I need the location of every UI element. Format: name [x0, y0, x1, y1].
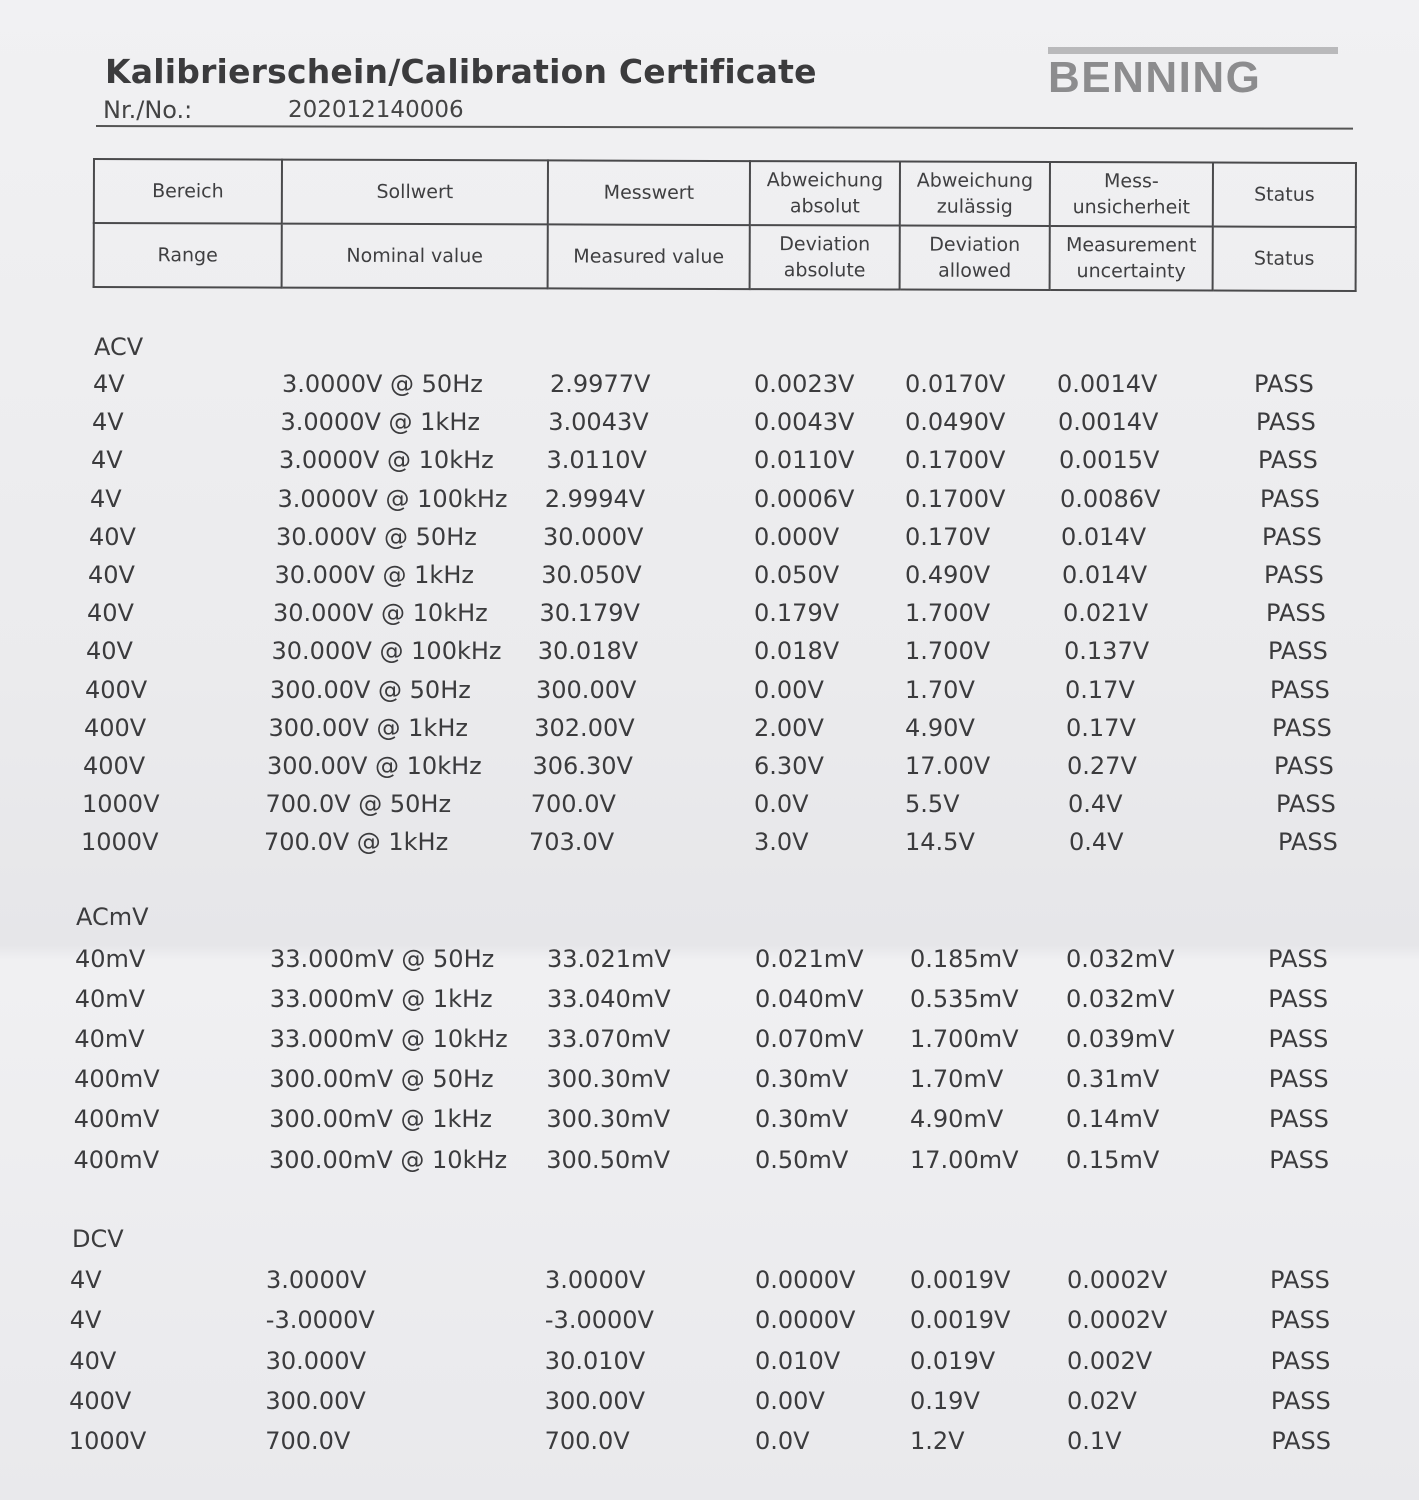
- cell-deviation-allowed: 0.019V: [910, 1346, 996, 1375]
- header-status-en: Status: [1213, 227, 1356, 291]
- cell-deviation-absolute: 0.0000V: [755, 1266, 856, 1294]
- cell-measured-value: 3.0000V: [545, 1266, 646, 1294]
- cell-status: PASS: [1268, 1065, 1329, 1094]
- cell-measurement-uncertainty: 0.31mV: [1066, 1065, 1160, 1094]
- cell-deviation-allowed: 4.90mV: [910, 1105, 1004, 1134]
- header-measured-value: Measured value: [548, 224, 750, 289]
- cell-deviation-absolute: 0.050V: [754, 561, 840, 589]
- cell-measurement-uncertainty: 0.039mV: [1066, 1025, 1175, 1054]
- cell-measured-value: 30.018V: [537, 637, 639, 666]
- cell-measured-value: 3.0043V: [548, 408, 649, 437]
- cell-range: 40mV: [75, 945, 146, 973]
- cell-measured-value: 700.0V: [544, 1427, 630, 1456]
- cell-measured-value: 300.30mV: [546, 1065, 671, 1094]
- cell-measurement-uncertainty: 0.27V: [1067, 752, 1137, 780]
- cell-measurement-uncertainty: 0.4V: [1069, 828, 1124, 857]
- cell-status: PASS: [1268, 985, 1329, 1014]
- cell-measured-value: -3.0000V: [544, 1306, 654, 1335]
- cell-deviation-allowed: 0.0170V: [905, 370, 1006, 398]
- cell-measurement-uncertainty: 0.4V: [1068, 790, 1123, 819]
- header-row-german: [94, 159, 1356, 227]
- cell-nominal-value: 30.000V @ 10kHz: [273, 599, 488, 628]
- cell-nominal-value: 30.000V @ 1kHz: [274, 561, 474, 589]
- cell-status: PASS: [1268, 945, 1328, 973]
- cell-deviation-absolute: 0.0043V: [754, 408, 855, 437]
- cell-measurement-uncertainty: 0.1V: [1067, 1427, 1122, 1456]
- cell-range: 40V: [89, 522, 136, 551]
- cell-deviation-allowed: 1.700mV: [910, 1025, 1019, 1054]
- cell-status: PASS: [1256, 408, 1316, 437]
- cell-nominal-value: 700.0V: [265, 1427, 351, 1456]
- cell-nominal-value: 300.00mV @ 50Hz: [269, 1065, 494, 1094]
- cell-deviation-absolute: 0.00V: [755, 1386, 825, 1415]
- cell-nominal-value: -3.0000V: [265, 1306, 375, 1335]
- cell-range: 40V: [69, 1346, 117, 1375]
- cell-nominal-value: 3.0000V @ 100kHz: [277, 484, 508, 513]
- cell-deviation-absolute: 0.040mV: [755, 985, 864, 1014]
- cell-measured-value: 300.50mV: [546, 1145, 671, 1174]
- cell-nominal-value: 30.000V: [265, 1346, 366, 1375]
- cell-deviation-allowed: 1.700V: [905, 637, 991, 666]
- cell-deviation-allowed: 1.2V: [910, 1427, 965, 1456]
- cell-deviation-allowed: 0.0490V: [905, 408, 1006, 437]
- cell-nominal-value: 3.0000V: [266, 1266, 367, 1294]
- cell-measurement-uncertainty: 0.014V: [1062, 561, 1148, 589]
- cell-status: PASS: [1258, 446, 1318, 475]
- cell-measured-value: 30.010V: [544, 1346, 646, 1375]
- cell-status: PASS: [1270, 1346, 1331, 1375]
- cell-range: 4V: [92, 408, 124, 437]
- cell-deviation-absolute: 0.0006V: [754, 484, 855, 513]
- cell-measurement-uncertainty: 0.032mV: [1066, 985, 1175, 1014]
- header-nominal-value: Nominal value: [282, 224, 548, 289]
- cell-deviation-allowed: 14.5V: [905, 828, 975, 857]
- cell-nominal-value: 33.000mV @ 1kHz: [269, 985, 493, 1014]
- cell-measured-value: 300.00V: [536, 675, 637, 704]
- header-deviation-absolute: Deviation absolute: [750, 225, 900, 289]
- cell-range: 4V: [91, 446, 123, 475]
- cell-range: 40V: [88, 561, 135, 589]
- section-title-acv: ACV: [94, 333, 144, 361]
- cell-range: 1000V: [81, 828, 159, 857]
- cell-deviation-absolute: 0.0V: [755, 1427, 810, 1456]
- cell-deviation-absolute: 3.0V: [754, 828, 809, 857]
- cell-measured-value: 33.040mV: [546, 985, 671, 1014]
- header-status-de: Status: [1213, 163, 1356, 227]
- cell-measurement-uncertainty: 0.0002V: [1067, 1306, 1168, 1335]
- cell-nominal-value: 33.000mV @ 10kHz: [269, 1025, 508, 1054]
- cell-deviation-absolute: 0.0000V: [755, 1306, 856, 1335]
- cell-deviation-absolute: 0.000V: [754, 522, 840, 551]
- cell-deviation-allowed: 17.00V: [905, 752, 991, 780]
- cell-range: 40V: [86, 637, 133, 666]
- cell-range: 4V: [93, 370, 125, 398]
- cell-measured-value: 300.30mV: [546, 1105, 671, 1134]
- document-title: Kalibrierschein/Calibration Certificate: [105, 52, 817, 91]
- cell-measurement-uncertainty: 0.0014V: [1057, 370, 1158, 398]
- cell-status: PASS: [1272, 713, 1332, 742]
- cell-measured-value: 300.00V: [544, 1386, 646, 1415]
- cell-deviation-allowed: 0.535mV: [910, 985, 1019, 1014]
- cell-range: 4V: [70, 1266, 102, 1294]
- cell-range: 1000V: [68, 1427, 147, 1456]
- cell-nominal-value: 300.00mV @ 10kHz: [269, 1145, 508, 1174]
- cell-status: PASS: [1264, 561, 1324, 589]
- cell-range: 40mV: [74, 985, 146, 1014]
- cell-deviation-absolute: 0.50mV: [755, 1145, 849, 1174]
- cell-status: PASS: [1270, 1386, 1331, 1415]
- cell-status: PASS: [1271, 1427, 1332, 1456]
- cell-status: PASS: [1278, 828, 1338, 857]
- header-bereich: Bereich: [94, 159, 282, 224]
- cell-deviation-absolute: 0.30mV: [755, 1105, 849, 1134]
- section-title-acmv: ACmV: [76, 903, 149, 931]
- cell-measurement-uncertainty: 0.0086V: [1060, 484, 1161, 513]
- cell-range: 40mV: [74, 1025, 145, 1054]
- cell-range: 400mV: [73, 1105, 160, 1134]
- cell-measured-value: 33.021mV: [547, 945, 671, 973]
- cell-measured-value: 2.9977V: [550, 370, 651, 398]
- cell-measured-value: 306.30V: [532, 752, 633, 780]
- certificate-number-value: 202012140006: [288, 97, 464, 123]
- header-sollwert: Sollwert: [282, 160, 548, 225]
- cell-nominal-value: 3.0000V @ 10kHz: [279, 446, 494, 475]
- cell-range: 400V: [84, 713, 147, 742]
- cell-measurement-uncertainty: 0.17V: [1065, 675, 1135, 704]
- cell-measured-value: 30.050V: [541, 561, 642, 589]
- cell-deviation-absolute: 0.018V: [754, 637, 840, 666]
- cell-range: 40V: [87, 599, 134, 628]
- header-messunsicherheit: Mess- unsicherheit: [1050, 162, 1213, 227]
- cell-nominal-value: 3.0000V @ 1kHz: [280, 408, 480, 437]
- cell-measurement-uncertainty: 0.137V: [1064, 637, 1150, 666]
- certificate-number-label: Nr./No.:: [103, 96, 193, 124]
- cell-status: PASS: [1270, 1306, 1331, 1335]
- cell-range: 4V: [69, 1306, 102, 1335]
- cell-status: PASS: [1262, 522, 1322, 551]
- cell-range: 400mV: [73, 1145, 160, 1174]
- cell-nominal-value: 3.0000V @ 50Hz: [282, 370, 483, 398]
- cell-nominal-value: 700.0V @ 1kHz: [264, 828, 449, 857]
- cell-deviation-absolute: 6.30V: [754, 752, 824, 780]
- cell-range: 4V: [90, 484, 122, 513]
- cell-deviation-absolute: 0.0110V: [754, 446, 855, 475]
- cell-nominal-value: 300.00V @ 1kHz: [268, 713, 468, 742]
- cell-nominal-value: 30.000V @ 100kHz: [271, 637, 502, 666]
- cell-deviation-absolute: 0.070mV: [755, 1025, 864, 1054]
- cell-measured-value: 703.0V: [529, 828, 615, 857]
- cell-deviation-absolute: 0.0023V: [754, 370, 855, 398]
- cell-nominal-value: 300.00V @ 10kHz: [267, 752, 482, 780]
- cell-deviation-allowed: 0.0019V: [910, 1266, 1011, 1294]
- cell-measured-value: 2.9994V: [544, 484, 646, 513]
- cell-deviation-allowed: 17.00mV: [910, 1145, 1019, 1174]
- cell-range: 400V: [69, 1386, 132, 1415]
- cell-nominal-value: 30.000V @ 50Hz: [276, 522, 477, 551]
- cell-deviation-allowed: 1.70mV: [910, 1065, 1004, 1094]
- cell-measured-value: 3.0110V: [546, 446, 647, 475]
- cell-range: 1000V: [82, 790, 160, 819]
- cell-deviation-allowed: 0.1700V: [905, 484, 1006, 513]
- header-messwert: Messwert: [548, 160, 750, 225]
- cell-measurement-uncertainty: 0.002V: [1067, 1346, 1153, 1375]
- cell-status: PASS: [1274, 752, 1334, 780]
- cell-status: PASS: [1276, 790, 1336, 819]
- header-row-english: [94, 223, 1356, 291]
- cell-status: PASS: [1268, 637, 1328, 666]
- cell-deviation-absolute: 0.021mV: [755, 945, 864, 973]
- cell-measured-value: 30.179V: [539, 599, 640, 628]
- cell-range: 400V: [85, 675, 148, 704]
- cell-deviation-allowed: 0.1700V: [905, 446, 1006, 475]
- cell-measured-value: 302.00V: [534, 713, 635, 742]
- cell-deviation-allowed: 4.90V: [905, 713, 975, 742]
- header-abweichung-zulaessig: Abweichung zulässig: [900, 162, 1050, 226]
- cell-range: 400V: [83, 752, 146, 780]
- cell-deviation-allowed: 0.490V: [905, 561, 991, 589]
- cell-deviation-absolute: 0.00V: [754, 675, 824, 704]
- cell-status: PASS: [1268, 1025, 1329, 1054]
- cell-deviation-absolute: 0.30mV: [755, 1065, 849, 1094]
- cell-measured-value: 700.0V: [530, 790, 616, 819]
- cell-measurement-uncertainty: 0.021V: [1063, 599, 1149, 628]
- cell-measurement-uncertainty: 0.02V: [1067, 1386, 1137, 1415]
- header-deviation-allowed: Deviation allowed: [900, 226, 1050, 290]
- cell-measurement-uncertainty: 0.15mV: [1066, 1145, 1160, 1174]
- column-header-table: [93, 158, 1357, 292]
- cell-deviation-absolute: 0.010V: [755, 1346, 841, 1375]
- cell-deviation-absolute: 0.179V: [754, 599, 840, 628]
- cell-status: PASS: [1269, 1145, 1330, 1174]
- cell-measurement-uncertainty: 0.0014V: [1058, 408, 1159, 437]
- logo-text: BENNING: [1048, 53, 1262, 102]
- cell-deviation-allowed: 0.19V: [910, 1386, 980, 1415]
- cell-nominal-value: 300.00V: [265, 1386, 366, 1415]
- section-title-dcv: DCV: [72, 1225, 124, 1253]
- cell-deviation-allowed: 1.70V: [905, 675, 975, 704]
- cell-deviation-absolute: 2.00V: [754, 713, 824, 742]
- cell-measured-value: 33.070mV: [546, 1025, 671, 1054]
- cell-measurement-uncertainty: 0.0015V: [1059, 446, 1160, 475]
- header-range: Range: [94, 223, 282, 288]
- header-measurement-uncertainty: Measurement uncertainty: [1050, 226, 1213, 291]
- header-abweichung-absolut: Abweichung absolut: [750, 161, 900, 225]
- benning-logo: [1048, 47, 1338, 101]
- cell-nominal-value: 33.000mV @ 50Hz: [270, 945, 495, 973]
- cell-status: PASS: [1269, 1105, 1329, 1134]
- cell-measurement-uncertainty: 0.17V: [1066, 713, 1136, 742]
- cell-deviation-allowed: 0.170V: [905, 522, 991, 551]
- cell-status: PASS: [1270, 1266, 1330, 1294]
- cell-measurement-uncertainty: 0.0002V: [1067, 1266, 1168, 1294]
- cell-nominal-value: 300.00V @ 50Hz: [270, 675, 471, 704]
- cell-deviation-absolute: 0.0V: [754, 790, 809, 819]
- cell-measured-value: 30.000V: [543, 522, 644, 551]
- cell-measurement-uncertainty: 0.032mV: [1066, 945, 1175, 973]
- cell-nominal-value: 300.00mV @ 1kHz: [269, 1105, 493, 1134]
- cell-deviation-allowed: 0.185mV: [910, 945, 1019, 973]
- cell-status: PASS: [1270, 675, 1330, 704]
- cell-deviation-allowed: 5.5V: [905, 790, 960, 819]
- cell-measurement-uncertainty: 0.014V: [1061, 522, 1147, 551]
- cell-range: 400mV: [74, 1065, 160, 1094]
- cell-nominal-value: 700.0V @ 50Hz: [265, 790, 452, 819]
- cell-deviation-allowed: 1.700V: [905, 599, 991, 628]
- cell-status: PASS: [1260, 484, 1320, 513]
- cell-status: PASS: [1254, 370, 1314, 398]
- cell-status: PASS: [1266, 599, 1326, 628]
- cell-deviation-allowed: 0.0019V: [910, 1306, 1011, 1335]
- cell-measurement-uncertainty: 0.14mV: [1066, 1105, 1160, 1134]
- title-underline: [96, 125, 1353, 130]
